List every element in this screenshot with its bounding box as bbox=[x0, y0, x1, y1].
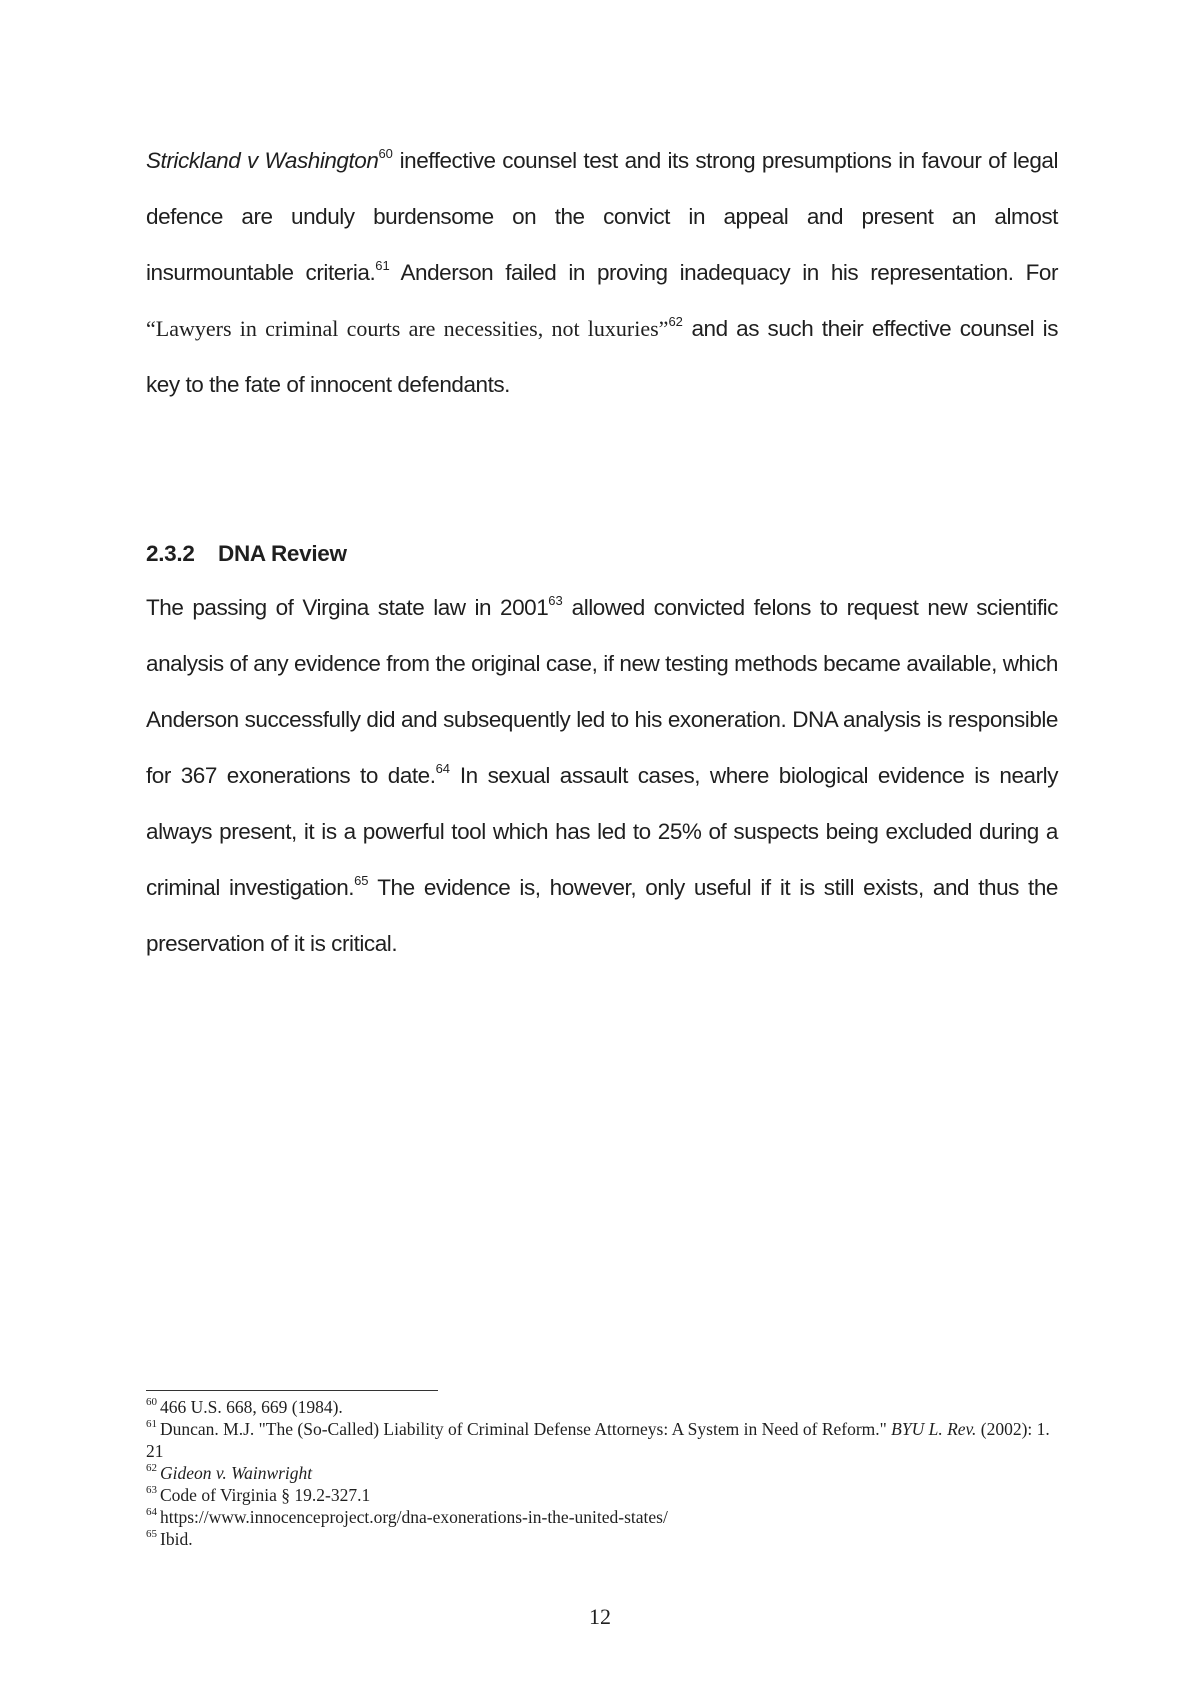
footnote-ref-65[interactable]: 65 bbox=[354, 872, 369, 888]
footnote-number: 64 bbox=[146, 1506, 157, 1519]
case-name-strickland: Strickland v Washington bbox=[146, 148, 379, 173]
footnote-number: 60 bbox=[146, 1396, 157, 1409]
footnote-divider bbox=[146, 1390, 438, 1391]
footnote-number: 65 bbox=[146, 1528, 157, 1541]
footnote-ref-63[interactable]: 63 bbox=[548, 592, 563, 608]
footnote-url[interactable]: https://www.innocenceproject.org/dna-exonerations-in-the-united-states/ bbox=[160, 1507, 668, 1527]
paragraph-text: and as such their effective counsel is key to the fate of innocent defendants. bbox=[146, 316, 1058, 397]
footnote-text: Code of Virginia § 19.2-327.1 bbox=[160, 1485, 371, 1505]
footnote-text: (2002): 1. 21 bbox=[146, 1419, 1050, 1461]
quotation: “Lawyers in criminal courts are necessities, not luxuries” bbox=[146, 316, 669, 341]
paragraph-text: The passing of Virgina state law in 2001 bbox=[146, 595, 549, 620]
page-number: 12 bbox=[589, 1604, 611, 1629]
section-heading bbox=[146, 526, 347, 582]
footnote-number: 62 bbox=[146, 1462, 157, 1475]
footnote-63 bbox=[146, 1484, 1060, 1506]
footnote-65 bbox=[146, 1528, 1060, 1550]
footnote-ref-60[interactable]: 60 bbox=[378, 145, 393, 161]
footnote-62 bbox=[146, 1462, 1060, 1484]
footnote-60 bbox=[146, 1396, 1060, 1418]
footnotes-list bbox=[146, 1396, 1060, 1550]
paragraph-text: The evidence is, however, only useful if it is still exists, and thus the preservation of it is critical. bbox=[146, 875, 1058, 956]
paragraph-ineffective-counsel bbox=[146, 133, 1058, 413]
section-number: 2.3.2 bbox=[146, 541, 195, 566]
footnote-text: Ibid. bbox=[160, 1529, 193, 1549]
footnote-ref-61[interactable]: 61 bbox=[375, 257, 390, 273]
section-title: DNA Review bbox=[218, 541, 347, 566]
paragraph-dna-review bbox=[146, 580, 1058, 972]
paragraph-text: Anderson failed in proving inadequacy in his representation. For bbox=[389, 260, 1058, 285]
footnote-number: 61 bbox=[146, 1418, 157, 1431]
footnote-61 bbox=[146, 1418, 1060, 1462]
footnote-text: 466 U.S. 668, 669 (1984). bbox=[160, 1397, 343, 1417]
footnote-ref-62[interactable]: 62 bbox=[668, 313, 683, 329]
paragraph-text: ineffective counsel test and its strong presumptions in favour of legal defence are unduly burdensome on the convict in appeal and present an almost insurmountable criteria. bbox=[146, 148, 1058, 285]
paragraph-text: allowed convicted felons to request new scientific analysis of any evidence from the original case, if new testing methods became available, which Anderson successfully did and subsequently led to his exoneration. DNA analysis is responsible for 367 exonerations to date. bbox=[146, 595, 1058, 788]
footnote-journal: BYU L. Rev. bbox=[891, 1419, 977, 1439]
footnote-ref-64[interactable]: 64 bbox=[435, 760, 451, 776]
footnote-text: Duncan. M.J. "The (So-Called) Liability of Criminal Defense Attorneys: A System in Need of Reform." bbox=[160, 1419, 892, 1439]
footnote-case-name: Gideon v. Wainwright bbox=[160, 1463, 313, 1483]
footnote-number: 63 bbox=[146, 1484, 157, 1497]
paragraph-text: In sexual assault cases, where biological evidence is nearly always present, it is a powerful tool which has led to 25% of suspects being excluded during a criminal investigation. bbox=[146, 763, 1059, 900]
footnote-64 bbox=[146, 1506, 1060, 1528]
